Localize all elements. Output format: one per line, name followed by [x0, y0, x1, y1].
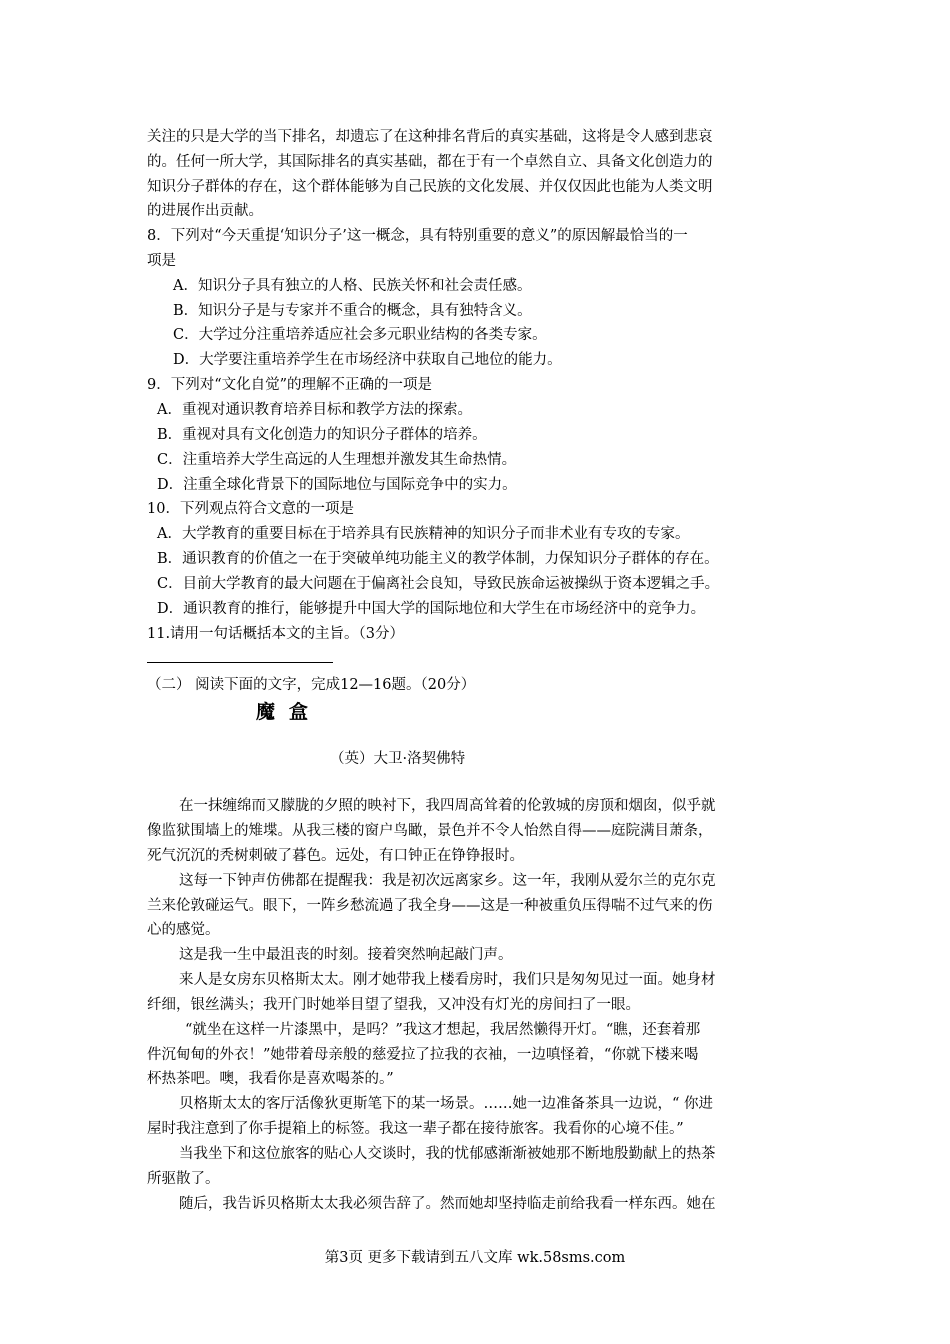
story-line-9: 纤细，银丝满头；我开门时她举目望了望我，又冲没有灯光的房间扫了一眼。: [147, 997, 640, 1013]
q9-option-d: D．注重全球化背景下的国际地位与国际竞争中的实力。: [157, 477, 517, 493]
passage-line-3: 知识分子群体的存在，这个群体能够为自己民族的文化发展、并仅仅因此也能为人类文明: [147, 179, 713, 195]
page-footer: 第3页 更多下载请到五八文库 wk.58sms.com: [324, 1250, 626, 1266]
story-line-12: 杯热茶吧。噢，我看你是喜欢喝茶的。”: [147, 1071, 394, 1087]
q9-option-b: B．重视对具有文化创造力的知识分子群体的培养。: [157, 427, 487, 443]
q10-option-b: B．通识教育的价值之一在于突破单纯功能主义的教学体制，力保知识分子群体的存在。: [157, 551, 719, 567]
story-line-8: 来人是女房东贝格斯太太。刚才她带我上楼看房时，我们只是匆匆见过一面。她身材: [179, 972, 716, 988]
q9-option-c: C．注重培养大学生高远的人生理想并激发其生命热情。: [157, 452, 517, 468]
story-line-7: 这是我一生中最沮丧的时刻。接着突然响起敲门声。: [179, 947, 513, 963]
story-title: 魔盒: [256, 701, 323, 723]
q10-option-d: D．通识教育的推行，能够提升中国大学的国际地位和大学生在市场经济中的竞争力。: [157, 601, 706, 617]
q8-stem-line-1: 8．下列对“今天重提‘知识分子’这一概念，具有特别重要的意义”的原因解最恰当的一: [147, 228, 688, 244]
passage-line-2: 的。任何一所大学，其国际排名的真实基础，都在于有一个卓然自立、具备文化创造力的: [147, 154, 713, 170]
story-line-14: 屋时我注意到了你手提箱上的标签。我这一辈子都在接待旅客。我看你的心境不佳。”: [147, 1121, 684, 1137]
story-line-6: 心的感觉。: [147, 922, 220, 938]
section2-intro: （二） 阅读下面的文字，完成12—16题。（20分）: [147, 677, 476, 693]
story-line-3: 死气沉沉的秃树刺破了暮色。远处，有口钟正在铮铮报时。: [147, 848, 524, 864]
story-line-5: 兰来伦敦碰运气。眼下，一阵乡愁流過了我全身——这是一种被重负压得喘不过气来的伤: [147, 898, 713, 914]
q8-option-b: B．知识分子是与专家并不重合的概念，具有独特含义。: [173, 303, 532, 319]
q9-option-a: A．重视对通识教育培养目标和教学方法的探索。: [157, 402, 472, 418]
story-line-17: 随后，我告诉贝格斯太太我必须告辞了。然而她却坚持临走前给我看一样东西。她在: [179, 1196, 716, 1212]
q11-stem: 11.请用一句话概括本文的主旨。（3分）: [147, 626, 405, 642]
section-divider: [147, 662, 333, 663]
q8-option-c: C．大学过分注重培养适应社会多元职业结构的各类专家。: [173, 327, 547, 343]
q8-option-d: D．大学要注重培养学生在市场经济中获取自己地位的能力。: [173, 352, 562, 368]
q8-stem-line-2: 项是: [147, 253, 176, 269]
story-line-16: 所驱散了。: [147, 1171, 220, 1187]
q10-option-c: C．目前大学教育的最大问题在于偏离社会良知，导致民族命运被操纵于资本逻辑之手。: [157, 576, 720, 592]
q9-stem: 9．下列对“文化自觉”的理解不正确的一项是: [147, 377, 433, 393]
passage-line-4: 的进展作出贡献。: [147, 203, 263, 219]
story-line-4: 这每一下钟声仿佛都在提醒我：我是初次远离家乡。这一年，我刚从爱尔兰的克尔克: [179, 873, 716, 889]
story-line-11: 件沉甸甸的外衣！”她带着母亲般的慈爱拉了拉我的衣袖，一边嗔怪着，“你就下楼来喝: [147, 1047, 699, 1063]
q10-stem: 10．下列观点符合文意的一项是: [147, 501, 354, 517]
passage-line-1: 关注的只是大学的当下排名，却遗忘了在这种排名背后的真实基础，这将是令人感到悲哀: [147, 129, 713, 145]
story-author: （英）大卫·洛契佛特: [330, 751, 466, 767]
story-line-1: 在一抹缠绵而又朦胧的夕照的映衬下，我四周高耸着的伦敦城的房顶和烟囱，似乎就: [179, 798, 716, 814]
story-line-2: 像监狱围墙上的雉堞。从我三楼的窗户鸟瞰，景色并不令人怡然自得——庭院满目萧条，: [147, 823, 713, 839]
story-line-13: 贝格斯太太的客厅活像狄更斯笔下的某一场景。……她一边准备茶具一边说，“ 你进: [179, 1096, 714, 1112]
q10-option-a: A．大学教育的重要目标在于培养具有民族精神的知识分子而非术业有专攻的专家。: [157, 526, 690, 542]
q8-option-a: A．知识分子具有独立的人格、民族关怀和社会责任感。: [173, 278, 532, 294]
story-line-10: “就坐在这样一片漆黑中，是吗？”我这才想起，我居然懒得开灯。“瞧，还套着那: [185, 1022, 701, 1038]
story-line-15: 当我坐下和这位旅客的贴心人交谈时，我的忧郁感渐渐被她那不断地殷勤献上的热茶: [179, 1146, 716, 1162]
